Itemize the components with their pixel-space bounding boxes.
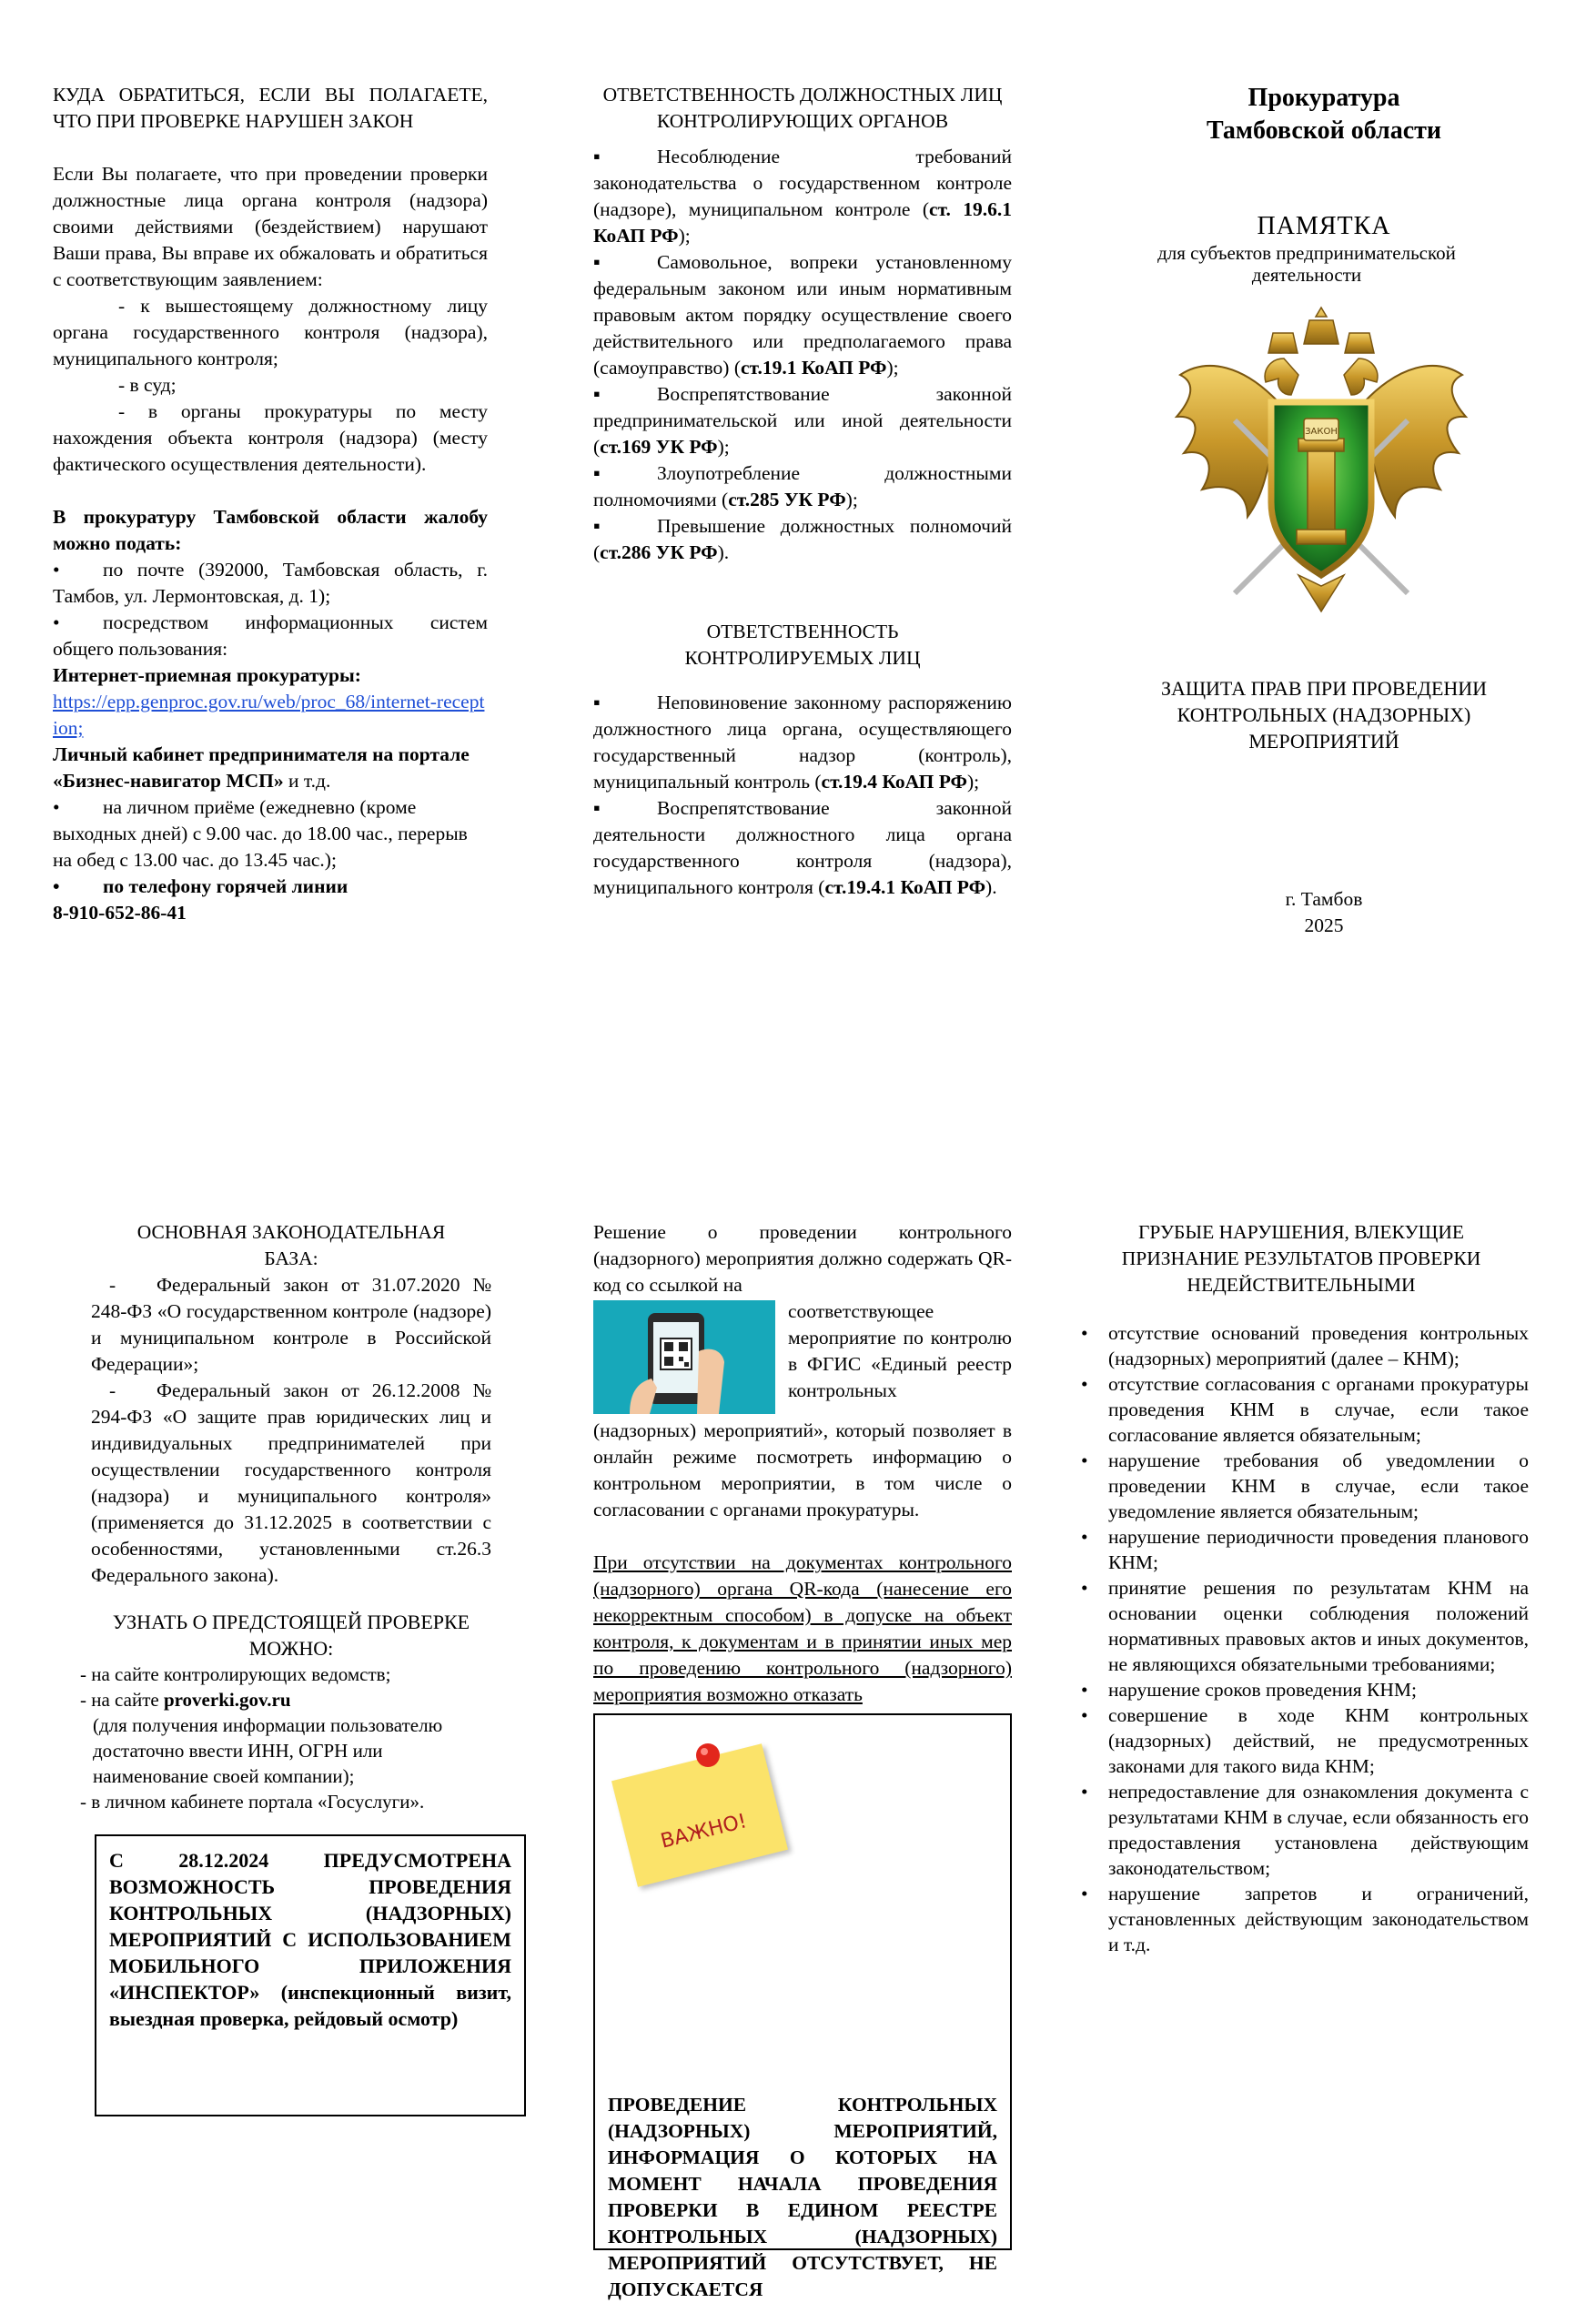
important-text: ПРОВЕДЕНИЕ КОНТРОЛЬНЫХ (НАДЗОРНЫХ) МЕРОПРИЯТИЙ, ИНФОРМАЦИЯ О КОТОРЫХ НА МОМЕНТ НАЧАЛА ПРОВЕДЕНИЯ ПРОВЕРКИ В ЕДИНОМ РЕЕСТРЕ КОНТРОЛЬНЫХ (НАДЗОРНЫХ) МЕРОПРИЯТИЙ ОТСУТСТВУЕТ, НЕ ДОПУСКАЕТСЯ	[608, 2094, 997, 2300]
article-reference: ст.19.1 КоАП РФ	[741, 357, 887, 379]
cabinet-row	[53, 742, 488, 794]
controlled-heading: ОТВЕТСТВЕННОСТЬ КОНТРОЛИРУЕМЫХ ЛИЦ	[684, 621, 921, 669]
city: г. Тамбов	[1285, 888, 1363, 910]
complaint-method-phone: • по телефону горячей линии	[53, 875, 348, 897]
check-info-heading: УЗНАТЬ О ПРЕДСТОЯЩЕЙ ПРОВЕРКЕ МОЖНО:	[112, 1611, 470, 1660]
bullet-icon: ▪	[593, 146, 601, 167]
qr-para-rest: (надзорных) мероприятий», который позволяет в онлайн режиме посмотреть информацию о контрольном мероприятии, в том числе о согласовании с органами прокуратуры.	[593, 1419, 1012, 1520]
qr-phone-image	[593, 1300, 775, 1414]
panel-qr-code	[593, 1219, 1012, 2300]
check-info-item-agencies: - на сайте контролирующих ведомств;	[80, 1663, 391, 1685]
liability-item: ▪ Самовольное, вопреки установленному федеральным законом или иным нормативным правовым актом порядку осуществление своего действительного или предполагаемого права (самоуправство) (ст.19.1 КоАП РФ);	[593, 251, 1012, 379]
complaint-methods-2	[53, 794, 488, 900]
qr-refusal-para: При отсутствии на документах контрольного (надзорного) органа QR-кода (нанесение его некорректным способом) в допуске на объект контроля, к документам и в принятии иных мер по проведению контрольного (надзорного) мероприятия возможно отказать	[593, 1551, 1012, 1705]
complaint-methods	[53, 557, 488, 662]
legal-base-heading: ОСНОВНАЯ ЗАКОНОДАТЕЛЬНАЯ БАЗА:	[136, 1221, 446, 1269]
eagle-emblem-icon	[1171, 302, 1471, 639]
violation-item: • отсутствие согласования с органами прокуратуры проведения КНМ в случае, если такое согласование является обязательным;	[1074, 1371, 1529, 1448]
officials-list	[593, 144, 1012, 566]
appeal-heading: КУДА ОБРАТИТЬСЯ, ЕСЛИ ВЫ ПОЛАГАЕТЕ, ЧТО ПРИ ПРОВЕРКЕ НАРУШЕН ЗАКОН	[53, 84, 488, 132]
article-reference: ст.285 УК РФ	[728, 489, 846, 510]
liability-item: ▪ Воспрепятствование законной предпринимательской или иной деятельности (ст.169 УК РФ);	[593, 383, 1012, 458]
panel-cover	[1106, 82, 1542, 939]
complaint-method-online: • посредством информационных систем общего пользования:	[53, 611, 488, 660]
memo-title: ПАМЯТКА	[1257, 212, 1391, 240]
controlled-list	[593, 690, 1012, 901]
important-label: ВАЖНО!	[658, 1810, 750, 1854]
violation-item: • нарушение периодичности проведения планового КНМ;	[1074, 1524, 1529, 1575]
violation-item: • нарушение сроков проведения КНМ;	[1074, 1677, 1529, 1702]
article-reference: ст.19.4 КоАП РФ	[821, 771, 967, 793]
complaint-method-mail: • по почте (392000, Тамбовская область, г. Тамбов, ул. Лермонтовская, д. 1);	[53, 559, 488, 607]
appeal-paragraph: Если Вы полагаете, что при проведении проверки должностные лица органа контроля (надзора) своими действиями (бездействием) нарушают Ваши права, Вы вправе их обжаловать и обратиться с соответствующим заявлением:	[53, 163, 488, 290]
inspector-app-text: С 28.12.2024 ПРЕДУСМОТРЕНА ВОЗМОЖНОСТЬ ПРОВЕДЕНИЯ КОНТРОЛЬНЫХ (НАДЗОРНЫХ) МЕРОПРИЯТИЙ С ИСПОЛЬЗОВАНИЕМ МОБИЛЬНОГО ПРИЛОЖЕНИЯ «ИНСПЕКТОР» (инспекционный визит, выездная проверка, рейдовый осмотр)	[109, 1849, 511, 2030]
bullet-icon: ▪	[593, 515, 601, 537]
year: 2025	[1304, 914, 1344, 936]
article-reference: ст.19.4.1 КоАП РФ	[824, 876, 986, 898]
prosecutor-emblem	[1106, 302, 1542, 639]
org-name-line1: Прокуратура	[1248, 84, 1400, 112]
check-info-item-note: (для получения информации пользователю достаточно ввести ИНН, ОГРН или наименование своей компании);	[93, 1714, 443, 1787]
qr-block	[593, 1298, 1012, 1418]
qr-para-top: Решение о проведении контрольного (надзорного) мероприятия должно содержать QR-код со ссылкой на	[593, 1221, 1012, 1296]
proverki-site: proverki.gov.ru	[163, 1689, 291, 1711]
liability-item: ▪ Воспрепятствование законной деятельности должностного лица органа государственного контроля (надзора), муниципального контроля (ст.19.4.1 КоАП РФ).	[593, 797, 1012, 898]
law-248: - Федеральный закон от 31.07.2020 № 248-ФЗ «О государственном контроле (надзоре) и муниципальном контроле в Российской Федерации»;	[91, 1274, 491, 1375]
liability-item: ▪ Превышение должностных полномочий (ст.286 УК РФ).	[593, 515, 1012, 563]
important-box	[593, 1713, 1012, 2300]
check-info-item-gosuslugi: - в личном кабинете портала «Госуслуги».	[80, 1791, 425, 1813]
cabinet-label: Личный кабинет предпринимателя на портале «Бизнес-навигатор МСП»	[53, 743, 470, 792]
violation-item: • нарушение требования об уведомлении о проведении КНМ в случае, если такое уведомление является обязательным;	[1074, 1448, 1529, 1524]
pushpin-icon	[690, 1739, 726, 1775]
violation-item: • отсутствие оснований проведения контрольных (надзорных) мероприятий (далее – КНМ);	[1074, 1320, 1529, 1371]
law-294: - Федеральный закон от 26.12.2008 № 294-ФЗ «О защите прав юридических лиц и индивидуальных предпринимателей при осуществлении государственного контроля (надзора) и муниципального контроля» (применяется до 31.12.2025 в соответствии с особенностями, установленными ст.26.3 Федерального закона).	[91, 1379, 491, 1586]
check-info-list	[80, 1662, 491, 1814]
check-info-item-proverki: - на сайте proverki.gov.ru	[80, 1689, 291, 1711]
reception-label: Интернет-приемная прокуратуры:	[53, 664, 361, 686]
org-name-line2: Тамбовской области	[1206, 116, 1442, 145]
appeal-item-court: - в суд;	[118, 374, 177, 396]
reception-link[interactable]: https://epp.genproc.gov.ru/web/proc_68/internet-reception;	[53, 691, 485, 739]
bullet-icon: ▪	[593, 383, 601, 405]
violation-item: • совершение в ходе КНМ контрольных (надзорных) действий, не предусмотренных законами для такого вида КНМ;	[1074, 1702, 1529, 1779]
liability-item: ▪ Злоупотребление должностными полномочиями (ст.285 УК РФ);	[593, 462, 1012, 510]
emblem-label: ЗАКОН	[1305, 427, 1338, 437]
violation-item: • нарушение запретов и ограничений, установленных действующим законодательством и т.д.	[1074, 1881, 1529, 1957]
violation-item: • принятие решения по результатам КНМ на основании оценки соблюдения положений нормативных правовых актов и иных документов, не являющихся обязательными требованиями;	[1074, 1575, 1529, 1677]
violation-item: • непредоставление для ознакомления документа с результатами КНМ в случае, если обязанность его предоставления установлена действующим законодательством;	[1074, 1779, 1529, 1881]
qr-para-side: соответствующее мероприятие по контролю в ФГИС «Единый реестр контрольных	[788, 1300, 1012, 1401]
liability-item: ▪ Неповиновение законному распоряжению должностного лица органа, осуществляющего государственный надзор (контроль), муниципальный контроль (ст.19.4 КоАП РФ);	[593, 692, 1012, 793]
memo-subtitle: для субъектов предпринимательской деятельности	[1157, 242, 1456, 286]
inspector-app-box	[95, 1834, 526, 2116]
article-reference: ст.286 УК РФ	[600, 541, 718, 563]
reception-link-row	[53, 689, 488, 742]
article-reference: ст.169 УК РФ	[600, 436, 718, 458]
article-reference: ст. 19.6.1 КоАП РФ	[593, 198, 1012, 247]
panel-legal-base	[80, 1219, 511, 2116]
liability-item: ▪ Несоблюдение требований законодательства о государственном контроле (надзоре), муниципальном контроле (ст. 19.6.1 КоАП РФ);	[593, 146, 1012, 247]
panel-appeal	[53, 82, 488, 926]
cabinet-rest: и т.д.	[283, 770, 331, 792]
qr-phone-icon	[593, 1300, 775, 1414]
complaint-heading: В прокуратуру Тамбовской области жалобу можно подать:	[53, 506, 488, 554]
brochure-topic: ЗАЩИТА ПРАВ ПРИ ПРОВЕДЕНИИ КОНТРОЛЬНЫХ (НАДЗОРНЫХ) МЕРОПРИЯТИЙ	[1160, 677, 1488, 753]
complaint-method-visit: • на личном приёме (ежедневно (кроме выходных дней) с 9.00 час. до 18.00 час., перерыв на обед с 13.00 час. до 13.45 час.);	[53, 796, 468, 871]
violations-heading: ГРУБЫЕ НАРУШЕНИЯ, ВЛЕКУЩИЕ ПРИЗНАНИЕ РЕЗУЛЬТАТОВ ПРОВЕРКИ НЕДЕЙСТВИТЕЛЬНЫМИ	[1121, 1221, 1481, 1296]
bullet-icon: ▪	[593, 692, 601, 713]
hotline-phone: 8-910-652-86-41	[53, 902, 187, 924]
panel-officials-liability	[593, 82, 1012, 901]
panel-gross-violations	[1074, 1219, 1529, 1957]
bullet-icon: ▪	[593, 797, 601, 819]
bullet-icon: ▪	[593, 251, 601, 273]
appeal-item-prosecutor: - в органы прокуратуры по месту нахождения объекта контроля (надзора) (месту фактического осуществления деятельности).	[53, 400, 488, 475]
appeal-item-superior: - к вышестоящему должностному лицу органа государственного контроля (надзора), муниципального контроля;	[53, 295, 488, 369]
officials-heading: ОТВЕТСТВЕННОСТЬ ДОЛЖНОСТНЫХ ЛИЦ КОНТРОЛИРУЮЩИХ ОРГАНОВ	[602, 84, 1003, 132]
violations-list	[1074, 1320, 1529, 1957]
bullet-icon: ▪	[593, 462, 601, 484]
